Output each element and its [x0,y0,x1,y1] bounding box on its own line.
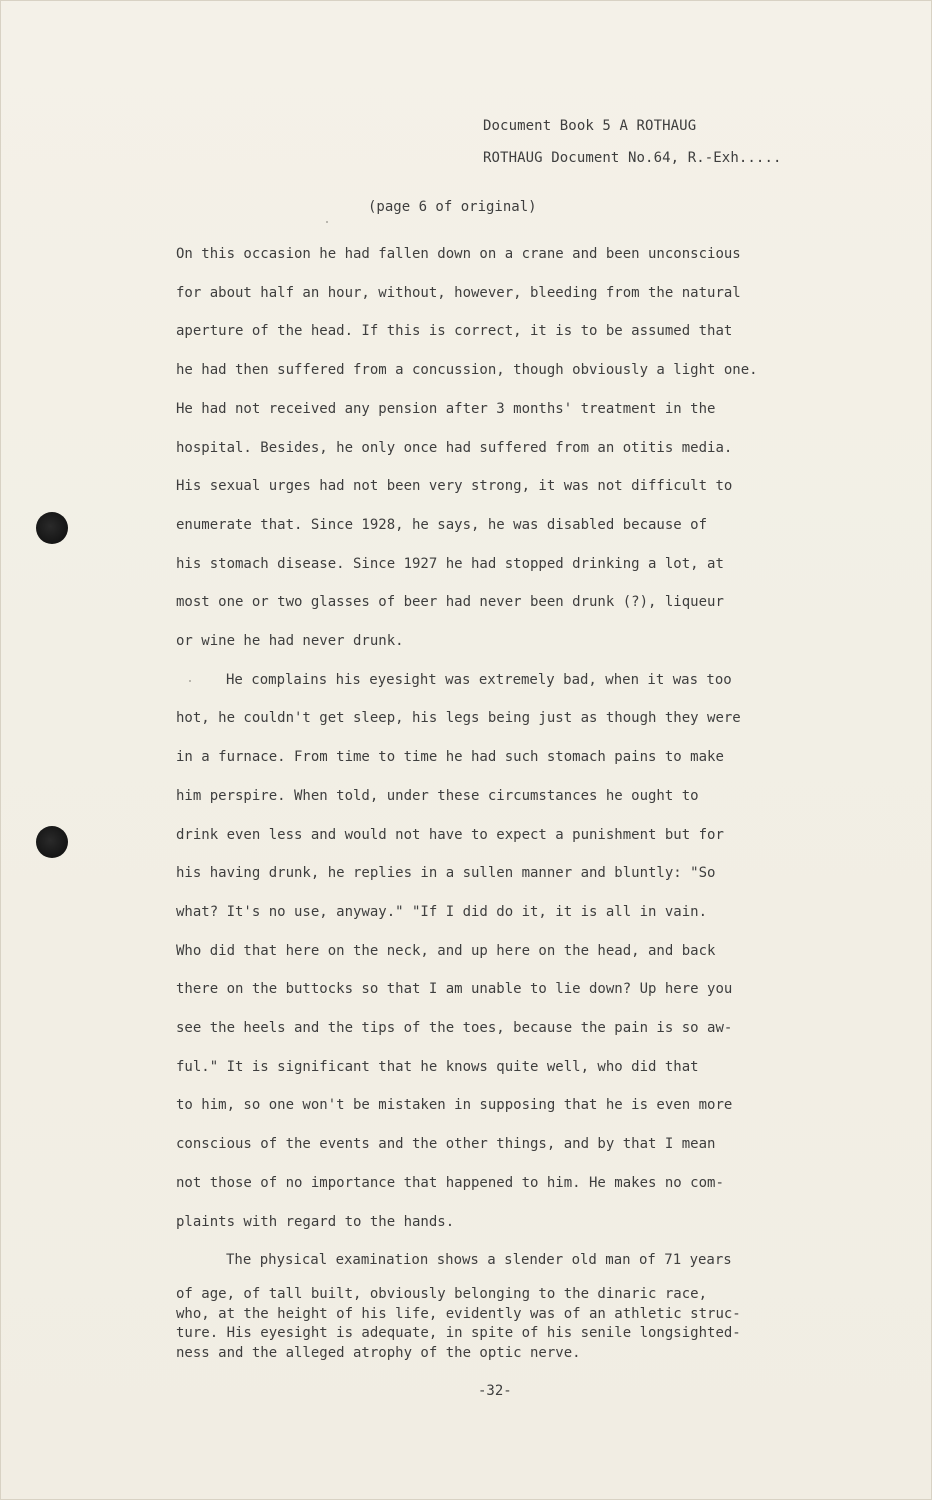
punch-hole [36,512,68,544]
text-line: aperture of the head. If this is correct, it is to be assumed that [176,323,733,340]
body-text [176,235,836,1280]
text-line: Who did that here on the neck, and up here on the head, and back [176,942,716,959]
text-line: ture. His eyesight is adequate, in spite of his senile longsighted- [176,1325,741,1341]
ink-speck [326,221,328,223]
text-line: plaints with regard to the hands. [176,1213,455,1230]
text-line: hot, he couldn't get sleep, his legs being just as though they were [176,710,741,727]
text-line: in a furnace. From time to time he had such stomach pains to make [176,749,724,766]
text-line: of age, of tall built, obviously belonging to the dinaric race, [176,1286,708,1302]
text-line: enumerate that. Since 1928, he says, he was disabled because of [176,516,708,533]
text-line: conscious of the events and the other things, and by that I mean [176,1136,716,1153]
text-line: ness and the alleged atrophy of the optic nerve. [176,1344,581,1361]
text-line: On this occasion he had fallen down on a crane and been unconscious [176,246,741,262]
text-line: He complains his eyesight was extremely bad, when it was too [226,671,732,688]
text-line: hospital. Besides, he only once had suffered from an otitis media. [176,439,733,456]
text-line: his having drunk, he replies in a sullen manner and bluntly: "So [176,865,716,882]
text-line: His sexual urges had not been very strong, it was not difficult to [176,478,733,495]
text-line: to him, so one won't be mistaken in supposing that he is even more [176,1097,733,1114]
text-line: ful." It is significant that he knows quite well, who did that [176,1058,699,1075]
text-line: He had not received any pension after 3 months' treatment in the [176,400,716,417]
text-line: The physical examination shows a slender old man of 71 years [226,1252,732,1269]
text-line: who, at the height of his life, evidently was of an athletic struc- [176,1305,741,1322]
page-reference: (page 6 of original) [368,199,537,215]
final-paragraph-continuation [176,1285,846,1363]
text-line: drink even less and would not have to expect a punishment but for [176,826,724,843]
text-line: for about half an hour, without, however, bleeding from the natural [176,284,741,301]
paragraph-1 [176,235,836,661]
ink-speck [189,680,191,682]
paragraph-3 [176,1241,836,1280]
paragraph-2 [176,661,836,1242]
text-line: what? It's no use, anyway." "If I did do it, it is all in vain. [176,903,708,920]
page-number: -32- [478,1383,512,1399]
text-line: he had then suffered from a concussion, though obviously a light one. [176,362,758,379]
text-line: him perspire. When told, under these circumstances he ought to [176,787,699,804]
text-line: his stomach disease. Since 1927 he had stopped drinking a lot, at [176,555,724,572]
text-line: see the heels and the tips of the toes, because the pain is so aw- [176,1020,733,1037]
punch-hole [36,826,68,858]
text-line: not those of no importance that happened to him. He makes no com- [176,1174,724,1191]
document-book-header: Document Book 5 A ROTHAUG [483,118,697,134]
text-line: most one or two glasses of beer had never been drunk (?), liqueur [176,594,724,611]
text-line: there on the buttocks so that I am unable to lie down? Up here you [176,981,733,998]
text-line: or wine he had never drunk. [176,633,404,650]
document-number-header: ROTHAUG Document No.64, R.-Exh..... [483,150,782,166]
